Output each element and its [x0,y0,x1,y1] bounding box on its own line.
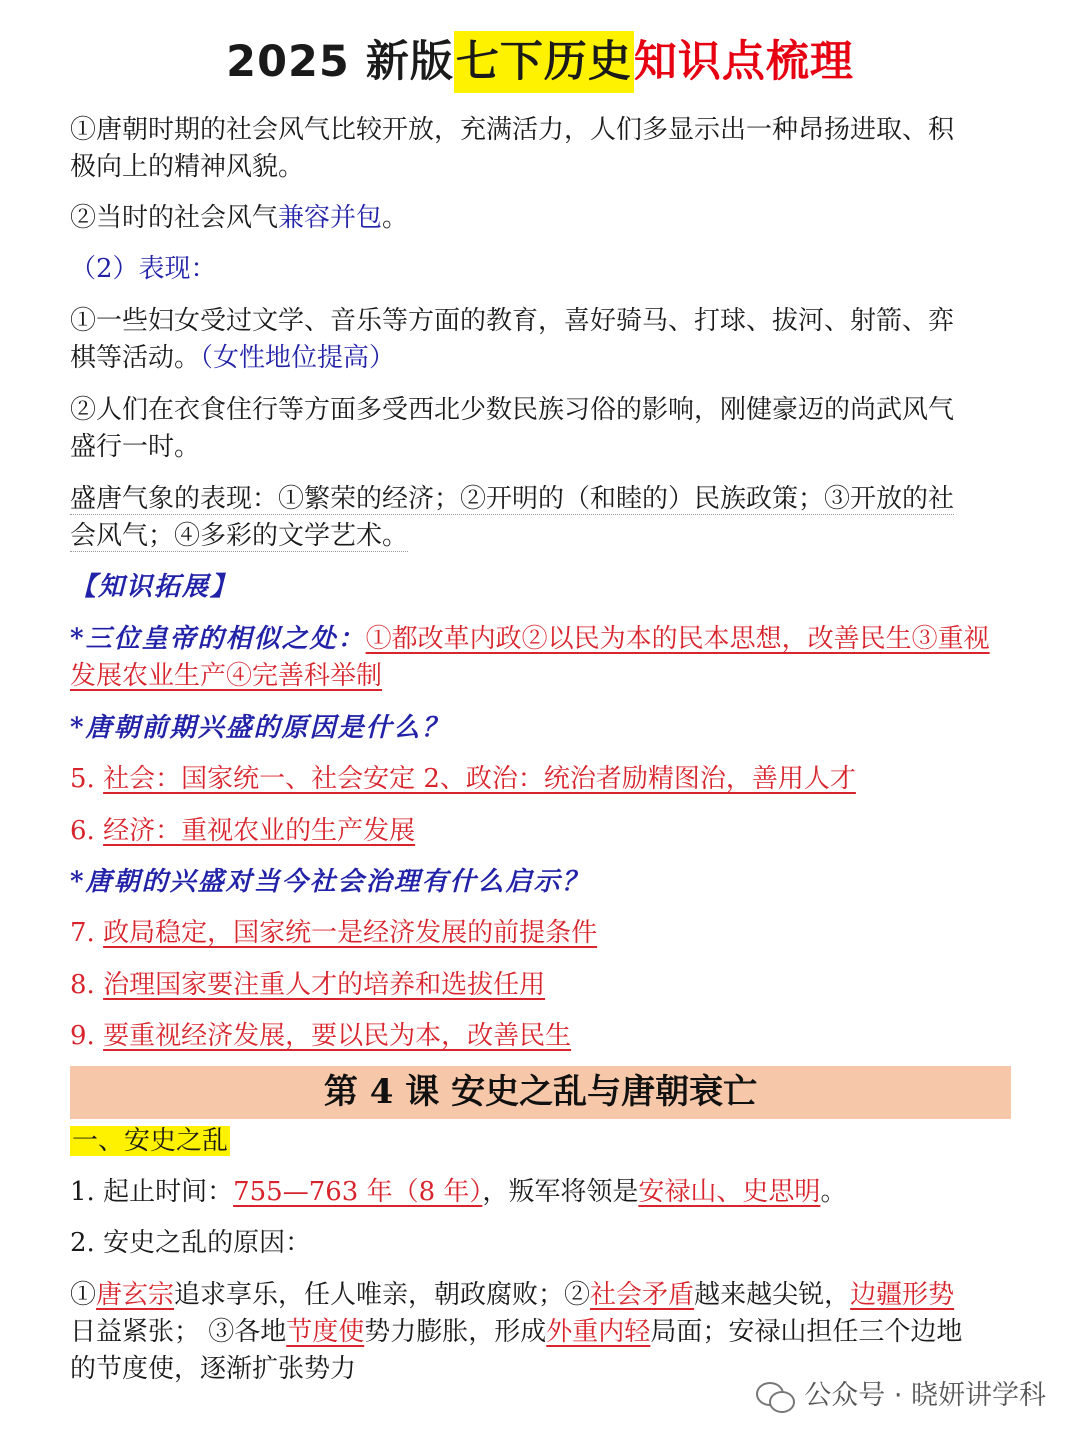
list-item-8: 8. 治理国家要注重人才的培养和选拔任用 [70,970,546,1000]
para-4-line-2: 盛行一时。 [70,432,201,462]
para-5-line-2: 会风气；④多彩的文学艺术。 [70,521,409,551]
section-heading: 一、安史之乱 [72,1126,229,1156]
para-3-line-1: ①一些妇女受过文学、音乐等方面的教育，喜好骑马、打球、拔河、射箭、弈 [70,306,955,336]
knowledge-extension-heading: 【知识拓展】 [70,572,239,602]
item-3-line-2: 日益紧张； ③各地节度使势力膨胀，形成外重内轻局面；安禄山担任三个边地 [70,1317,963,1347]
para-1-line-1: ①唐朝时期的社会风气比较开放，充满活力，人们多显示出一种昂扬进取、积 [70,115,955,145]
para-1-line-2: 极向上的精神风貌。 [70,152,305,182]
title-part3: 知识点梳理 [633,37,854,87]
list-item-7: 7. 政局稳定，国家统一是经济发展的前提条件 [70,918,598,948]
item-3-line-1: ①唐玄宗追求享乐，任人唯亲，朝政腐败；②社会矛盾越来越尖锐，边疆形势 [70,1280,955,1310]
list-item-9: 9. 要重视经济发展，要以民为本，改善民生 [70,1021,572,1051]
list-item-6: 6. 经济：重视农业的生产发展 [70,816,416,846]
item-3-line-3: 的节度使，逐渐扩张势力 [70,1354,357,1384]
title-highlight: 七下历史 [454,31,634,93]
footer-text: 公众号 · 晓妍讲学科 [804,1380,1046,1411]
item-1: 1. 起止时间：755—763 年（8 年），叛军将领是安禄山、史思明。 [70,1177,847,1207]
para-5-line-1: 盛唐气象的表现：①繁荣的经济；②开明的（和睦的）民族政策；③开放的社 [70,484,955,514]
para-2: ②当时的社会风气兼容并包。 [70,203,409,233]
para-3-line-2: 棋等活动。（女性地位提高） [70,343,396,373]
ext-1-line-1: *三位皇帝的相似之处：①都改革内政②以民为本的民本思想，改善民生③重视 [70,624,990,654]
lesson-banner: 第 4 课 安史之乱与唐朝衰亡 [70,1066,1011,1119]
ext-3-question: *唐朝的兴盛对当今社会治理有什么启示？ [70,867,590,897]
wechat-icon [756,1380,794,1412]
subheading-performance: （2）表现： [70,254,217,284]
list-item-5: 5. 社会：国家统一、社会安定 2、政治：统治者励精图治，善用人才 [70,764,856,794]
ext-2-question: *唐朝前期兴盛的原因是什么？ [70,713,450,743]
title-part1: 2025 新版 [226,37,454,87]
ext-1-line-2: 发展农业生产④完善科举制 [70,661,383,691]
para-4-line-1: ②人们在衣食住行等方面多受西北少数民族习俗的影响，刚健豪迈的尚武风气 [70,395,955,425]
item-2: 2. 安史之乱的原因： [70,1228,312,1258]
footer-watermark [756,1376,1046,1416]
page-title [0,34,1080,90]
